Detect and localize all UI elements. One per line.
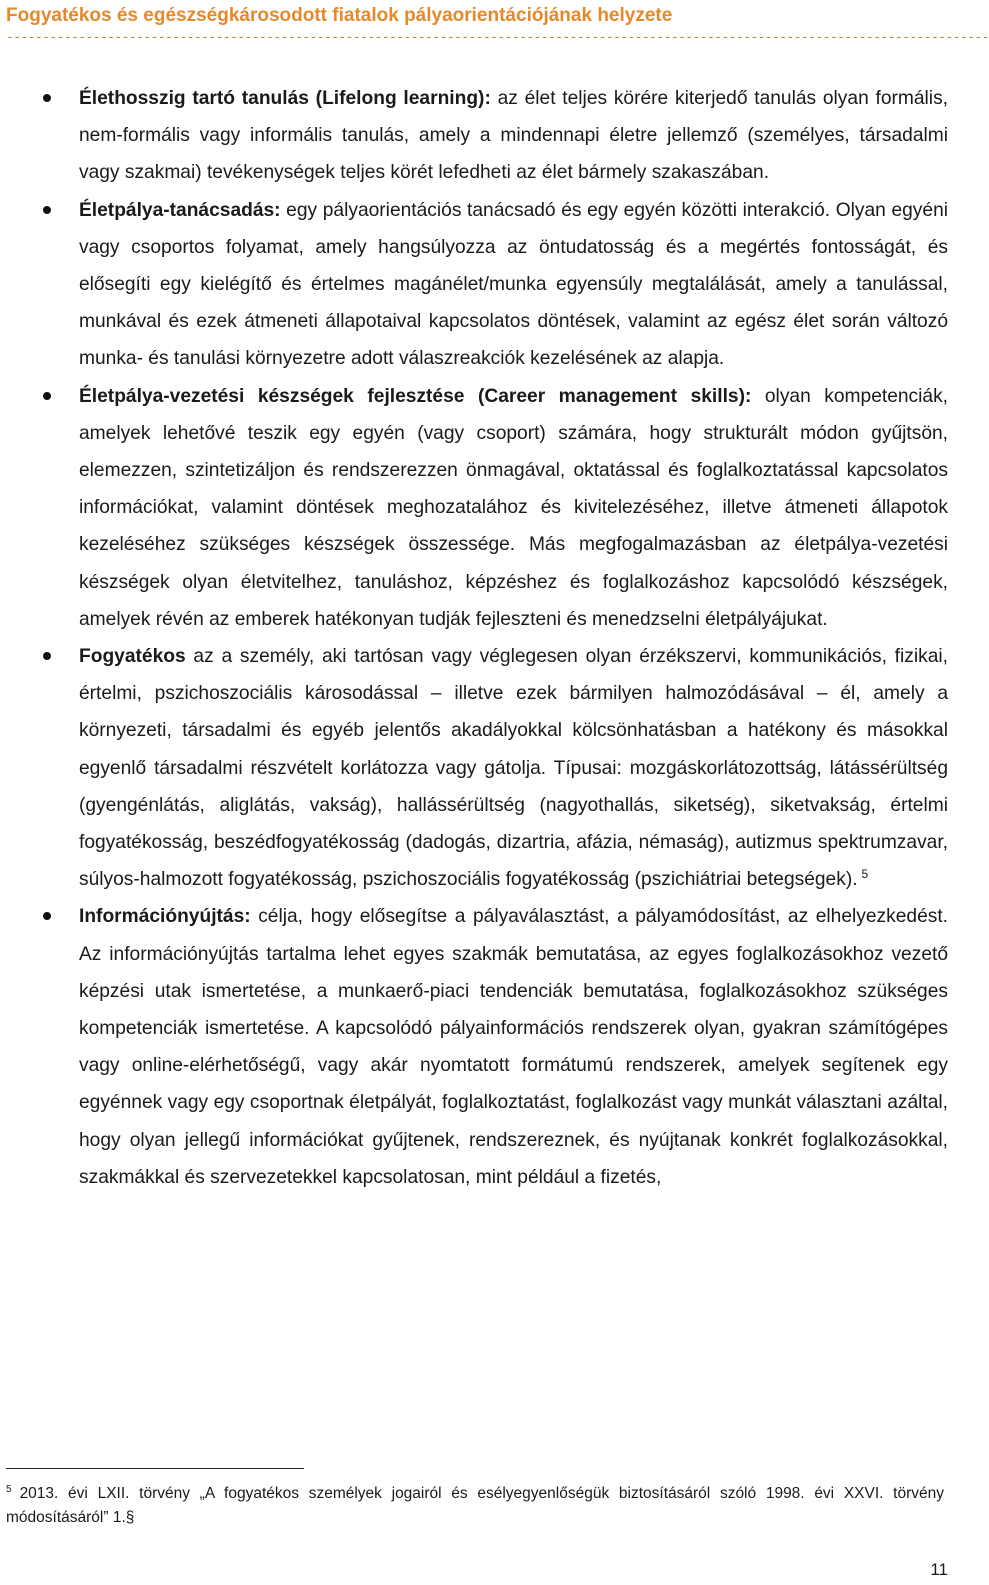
footnote-separator (6, 1468, 304, 1469)
entry-text: egy pályaorientációs tanácsadó és egy egyén közötti interakció. Olyan egyéni vagy csoportos folyamat, amely hangsúlyozza az öntudatosság és a megértés fontosságát, és elősegíti egy kielégítő és értelmes magánélet/munka egyensúly megtalálását, amely a tanulással, munkával és ezek átmeneti állapotaival kapcsolatos döntések, valamint az egész élet során változó munka- és tanulási környezetre adott válaszreakciók kezelésének az alapja. (79, 199, 948, 370)
entry-term: Fogyatékos (79, 646, 186, 668)
bullet-icon (43, 652, 51, 660)
page-number: 11 (930, 1560, 948, 1579)
glossary-entry-information-provision (0, 898, 960, 1196)
entry-text: az a személy, aki tartósan vagy véglegesen olyan érzékszervi, kommunikációs, fizikai, értelmi, pszichoszociális károsodással – illetve ezek bármilyen halmozódásával – él, amely a környezeti, társadalmi és egyéb jelentős akadályokkal kölcsönhatásban a hatékony és másokkal egyenlő társadalmi részvételt korlátozza vagy gátolja. Típusai: mozgáskorlátozottság, látássérültség (gyengénlátás, aliglátás, vakság), hallássérültség (nagyothallás, siketség), siketvakság, értelmi fogyatékosság, beszédfogyatékosság (dadogás, dizartria, afázia, némaság), autizmus spektrumzavar, súlyos-halmozott fogyatékosság, pszichoszociális fogyatékosság (pszichiátriai betegségek). (79, 646, 948, 891)
footnote-number: 5 (6, 1483, 12, 1495)
glossary-entry-disabled (0, 638, 960, 898)
entry-text: olyan kompetenciák, amelyek lehetővé teszik egy egyén (vagy csoport) számára, hogy strukturált módon gyűjtsön, elemezzen, szintetizáljon és rendszerezzen önmagával, oktatással és foglalkoztatással kapcsolatos információkat, valamint döntések meghozatalához és kivitelezéséhez, illetve átmeneti állapotok kezeléséhez szükséges készségek összessége. Más megfogalmazásban az életpálya-vezetési készségek olyan életvitelhez, tanuláshoz, képzéshez és foglalkozáshoz kapcsolódó készségek, amelyek révén az emberek hatékonyan tudják fejleszteni és menedzselni életpályájukat. (79, 385, 948, 630)
entry-term: Életpálya-tanácsadás: (79, 199, 281, 221)
page-header (6, 4, 989, 46)
entry-term: Élethosszig tartó tanulás (Lifelong learning): (79, 88, 491, 109)
glossary-entry-career-management-skills (0, 378, 960, 638)
footnote-text: 2013. évi LXII. törvény „A fogyatékos személyek jogairól és esélyegyenlőségük biztosításáról szóló 1998. évi XXVI. törvény módosításáról” 1.§ (6, 1485, 944, 1526)
bullet-icon (43, 206, 51, 214)
document-body (0, 80, 960, 1196)
glossary-entry-lifelong-learning (0, 80, 960, 192)
footnote-reference[interactable]: 5 (861, 866, 869, 881)
bullet-icon (43, 94, 51, 102)
entry-term: Információnyújtás: (79, 906, 251, 928)
footnote (6, 1482, 944, 1530)
glossary-entry-career-counselling (0, 192, 960, 378)
entry-term: Életpálya-vezetési készségek fejlesztése (Career management skills): (79, 385, 752, 407)
running-title: Fogyatékos és egészségkárosodott fiatalok pályaorientációjának helyzete (6, 5, 673, 26)
bullet-icon (43, 392, 51, 400)
glossary-list (0, 80, 960, 1196)
header-divider: ---------------------------------------------------------------------------------------------------------------------------------------- (6, 30, 989, 45)
entry-text: az élet teljes körére kiterjedő tanulás olyan formális, nem-formális vagy informális tanulás, amely a mindennapi életre jellemző (személyes, társadalmi vagy szakmai) tevékenységek teljes körét lefedheti az élet bármely szakaszában. (79, 88, 948, 184)
bullet-icon (43, 912, 51, 920)
entry-text: célja, hogy elősegítse a pályaválasztást, a pályamódosítást, az elhelyezkedést. Az információnyújtás tartalma lehet egyes szakmák bemutatása, az egyes foglalkozásokhoz vezető képzési utak ismertetése, a munkaerő-piaci tendenciák bemutatása, foglalkozásokhoz szükséges kompetenciák ismertetése. A kapcsolódó pályainformációs rendszerek olyan, gyakran számítógépes vagy online-elérhetőségű, vagy akár nyomtatott formátumú rendszerek, amelyek segítenek egy egyénnek vagy egy csoportnak életpályát, foglalkoztatást, foglalkozást vagy munkát választani azáltal, hogy olyan jellegű információkat gyűjtenek, rendszereznek, és nyújtanak konkrét foglalkozásokkal, szakmákkal és szervezetekkel kapcsolatosan, mint például a fizetés, (79, 906, 948, 1188)
